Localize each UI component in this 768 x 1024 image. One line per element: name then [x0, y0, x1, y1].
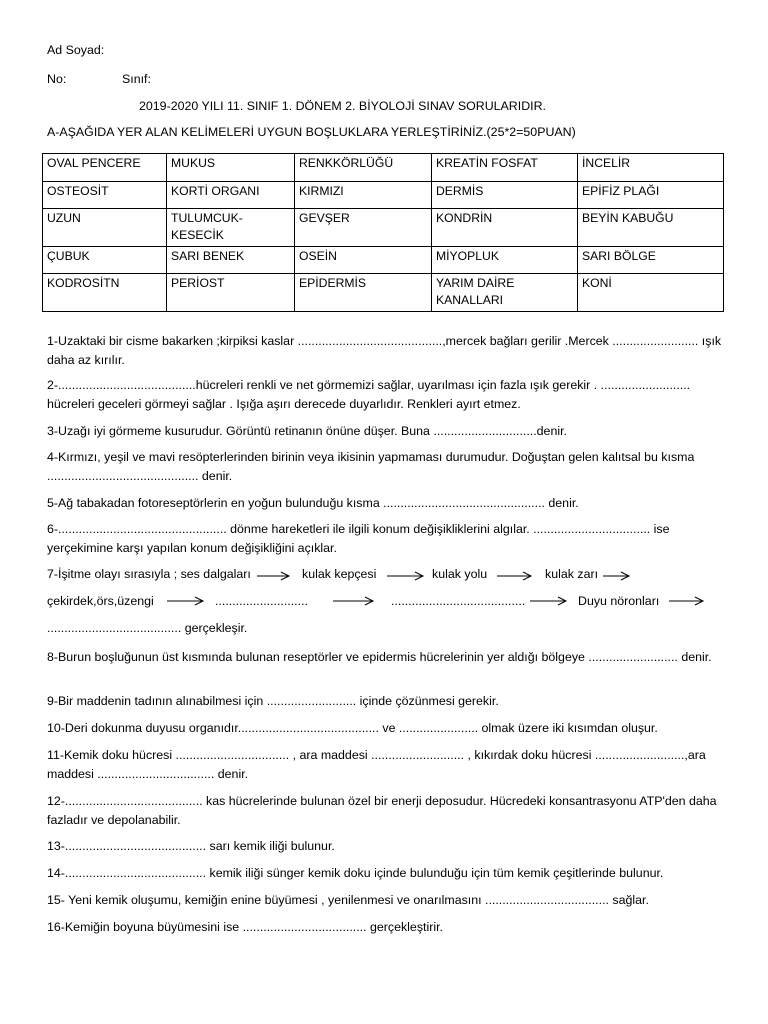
table-row	[43, 209, 724, 247]
section-a-instructions: A-AŞAĞIDA YER ALAN KELİMELERİ UYGUN BOŞLUKLARA YERLEŞTİRİNİZ.(25*2=50PUAN)	[47, 125, 576, 139]
question-7-step-ear-canal: kulak yolu	[432, 567, 488, 581]
arrow-right-icon	[497, 569, 533, 586]
question-11: 11-Kemik doku hücresi ................................. , ara maddesi ........................... , kıkırdak doku hücresi ..........................,ara maddesi .................................. denir.	[47, 748, 706, 781]
table-cell: BEYİN KABUĞU	[578, 209, 724, 247]
table-cell: YARIM DAİRE KANALLARI	[432, 274, 578, 312]
table-row	[43, 247, 724, 274]
table-cell: GEVŞER	[295, 209, 432, 247]
question-5: 5-Ağ tabakadan fotoreseptörlerin en yoğun bulunduğu kısma ............................................... denir.	[47, 496, 579, 510]
question-4: 4-Kırmızı, yeşil ve mavi resöpterlerinden birinin veya ikisinin yapmaması durumudur. Doğuştan gelen kalıtsal bu kısma ............................................ denir.	[47, 450, 695, 483]
table-cell: KREATİN FOSFAT	[432, 154, 578, 182]
arrow-right-icon	[167, 594, 205, 611]
arrow-right-icon	[603, 569, 631, 586]
table-cell: KIRMIZI	[295, 182, 432, 209]
table-cell: UZUN	[43, 209, 167, 247]
question-7-step-ear-pinna: kulak kepçesi	[302, 567, 377, 581]
table-cell: EPİFİZ PLAĞI	[578, 182, 724, 209]
question-2: 2-........................................hücreleri renkli ve net görmemizi sağlar, uyarılması için fazla ışık gerekir . .......................... hücreleri geceleri görmeyi sağlar . Işığa aşırı derecede duyarlıdır. Renkleri ayırt etmez.	[47, 378, 691, 411]
question-14: 14-......................................... kemik iliği sünger kemik doku içinde bulunduğu için tüm kemik çeşitlerinde bulunur.	[47, 866, 664, 880]
table-cell: OSEİN	[295, 247, 432, 274]
question-15: 15- Yeni kemik oluşumu, kemiğin enine büyümesi , yenilenmesi ve onarılmasını .................................... sağlar.	[47, 893, 649, 907]
name-label: Ad Soyad:	[47, 43, 105, 57]
question-6: 6-................................................. dönme hareketleri ile ilgili konum değişikliklerini algılar. .................................. ise yerçekimine karşı yapılan konum değişikliğini açıklar.	[47, 522, 670, 555]
question-7-blank-2: .......................................	[391, 594, 526, 608]
question-3: 3-Uzağı iyi görmeme kusurudur. Görüntü retinanın önüne düşer. Buna ..............................denir.	[47, 424, 567, 438]
question-7-blank-1: ...........................	[215, 594, 308, 608]
table-cell: MUKUS	[167, 154, 295, 182]
question-12: 12-........................................ kas hücrelerinde bulunan özel bir enerji deposudur. Hücredeki konsantrasyonu ATP'den daha fazladır ve depolanabilir.	[47, 794, 717, 827]
table-row	[43, 274, 724, 312]
number-label: No:	[47, 72, 67, 86]
table-cell: KORTİ ORGANI	[167, 182, 295, 209]
table-cell: KODROSİTN	[43, 274, 167, 312]
arrow-right-icon	[333, 594, 375, 611]
question-1: 1-Uzaktaki bir cisme bakarken ;kirpiksi kaslar ..........................................,mercek bağları gerilir .Mercek ......................... ışık daha az kırılır.	[47, 334, 722, 367]
table-cell: EPİDERMİS	[295, 274, 432, 312]
table-cell: TULUMCUK-KESECİK	[167, 209, 295, 247]
class-label: Sınıf:	[122, 72, 151, 86]
table-row	[43, 182, 724, 209]
question-7-step-sensory-neurons: Duyu nöronları	[578, 594, 660, 608]
table-cell: MİYOPLUK	[432, 247, 578, 274]
arrow-right-icon	[669, 594, 705, 611]
arrow-right-icon	[257, 569, 291, 586]
question-16: 16-Kemiğin boyuna büyümesini ise .................................... gerçekleştirir.	[47, 920, 443, 934]
table-cell: KONİ	[578, 274, 724, 312]
exam-title: 2019-2020 YILI 11. SINIF 1. DÖNEM 2. BİYOLOJİ SINAV SORULARIDIR.	[139, 99, 546, 113]
question-7-step-eardrum: kulak zarı	[545, 567, 599, 581]
word-bank-table	[42, 153, 724, 312]
table-cell: RENKKÖRLÜĞÜ	[295, 154, 432, 182]
arrow-right-icon	[530, 594, 568, 611]
table-cell: PERİOST	[167, 274, 295, 312]
question-8: 8-Burun boşluğunun üst kısmında bulunan reseptörler ve epidermis hücrelerinin yer aldığı bölgeye .......................... denir.	[47, 650, 712, 664]
question-7-start: 7-İşitme olayı sırasıyla ; ses dalgaları	[47, 567, 251, 581]
table-cell: SARI BÖLGE	[578, 247, 724, 274]
table-cell: ÇUBUK	[43, 247, 167, 274]
question-13: 13-......................................... sarı kemik iliği bulunur.	[47, 839, 335, 853]
table-cell: SARI BENEK	[167, 247, 295, 274]
question-7-line3: ....................................... gerçekleşir.	[47, 621, 248, 635]
question-10: 10-Deri dokunma duyusu organıdır......................................... ve ....................... olmak üzere iki kısımdan oluşur.	[47, 721, 658, 735]
arrow-right-icon	[387, 569, 425, 586]
table-cell: OSTEOSİT	[43, 182, 167, 209]
table-cell: İNCELİR	[578, 154, 724, 182]
question-7-line2-start: çekirdek,örs,üzengi	[47, 594, 154, 608]
table-cell: OVAL PENCERE	[43, 154, 167, 182]
table-cell: KONDRİN	[432, 209, 578, 247]
question-9: 9-Bir maddenin tadının alınabilmesi için .......................... içinde çözünmesi gerekir.	[47, 694, 499, 708]
table-row	[43, 154, 724, 182]
table-cell: DERMİS	[432, 182, 578, 209]
